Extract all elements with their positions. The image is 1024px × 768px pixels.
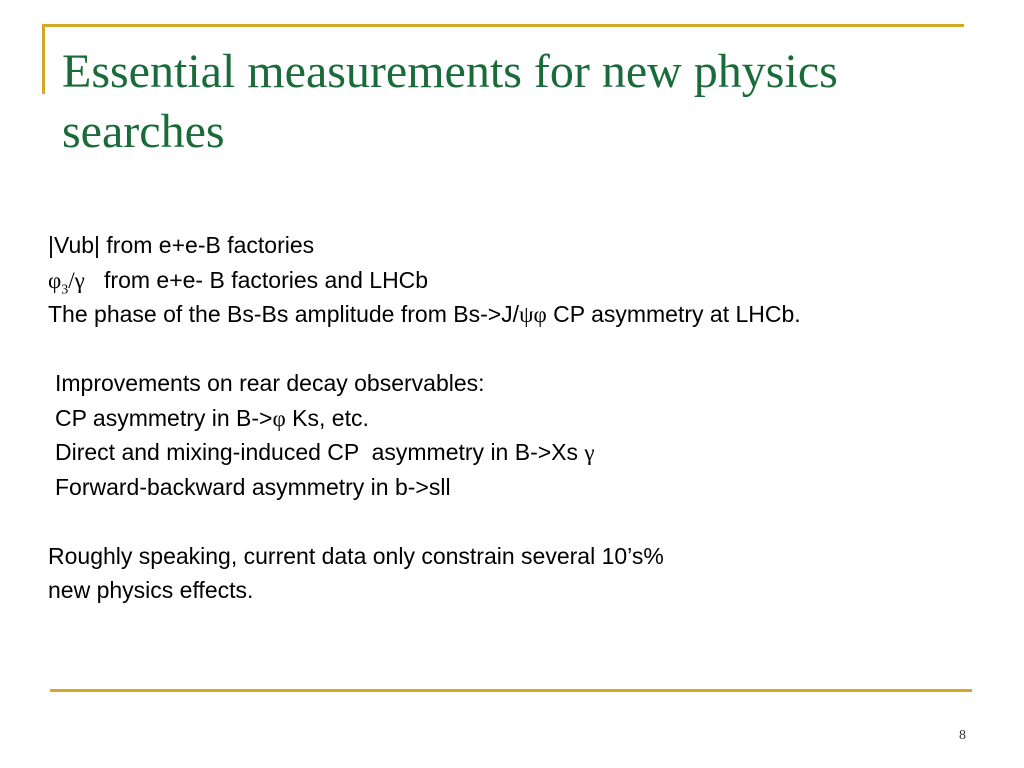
gamma-symbol: γ	[584, 440, 595, 465]
bottom-border-line	[50, 689, 972, 692]
phi-symbol: φ	[48, 267, 62, 293]
vub-line: |Vub| from e+e-B factories	[48, 232, 315, 258]
forward-backward-line: Forward-backward asymmetry in b->sll	[55, 473, 451, 500]
phi-symbol: φ	[272, 405, 286, 431]
blank-line	[48, 332, 1008, 367]
slash-symbol: /	[68, 267, 75, 293]
cp-asymmetry-text-end: Ks, etc.	[285, 404, 369, 431]
phase-text-start: The phase of the Bs-Bs amplitude from Bs->J/	[48, 301, 520, 327]
left-border-line	[42, 24, 45, 94]
slide-title: Essential measurements for new physics searches	[62, 45, 838, 158]
phi3-subscript: 3	[61, 282, 69, 298]
gamma-symbol: γ	[74, 267, 85, 293]
psi-phi-symbol: ψφ	[519, 302, 547, 327]
roughly-line-1: Roughly speaking, current data only constrain several 10’s%	[48, 542, 664, 569]
phi3-gamma-line	[48, 263, 1008, 298]
direct-mixing-line	[48, 435, 1008, 470]
blank-line	[48, 504, 1008, 539]
improvements-heading: Improvements on rear decay observables:	[55, 370, 485, 396]
cp-asymmetry-text-start: CP asymmetry in B->	[55, 404, 273, 431]
roughly-line-2: new physics effects.	[48, 577, 254, 603]
direct-mixing-text: Direct and mixing-induced CP asymmetry in B->Xs	[55, 439, 585, 465]
page-number: 8	[959, 728, 966, 743]
top-border-line	[42, 24, 964, 27]
phase-text-end: CP asymmetry at LHCb.	[546, 301, 801, 327]
slide-body	[48, 228, 1008, 608]
phase-line	[48, 297, 1008, 332]
phi3-gamma-text: from e+e- B factories and LHCb	[84, 266, 429, 293]
cp-asymmetry-line	[48, 401, 1008, 436]
